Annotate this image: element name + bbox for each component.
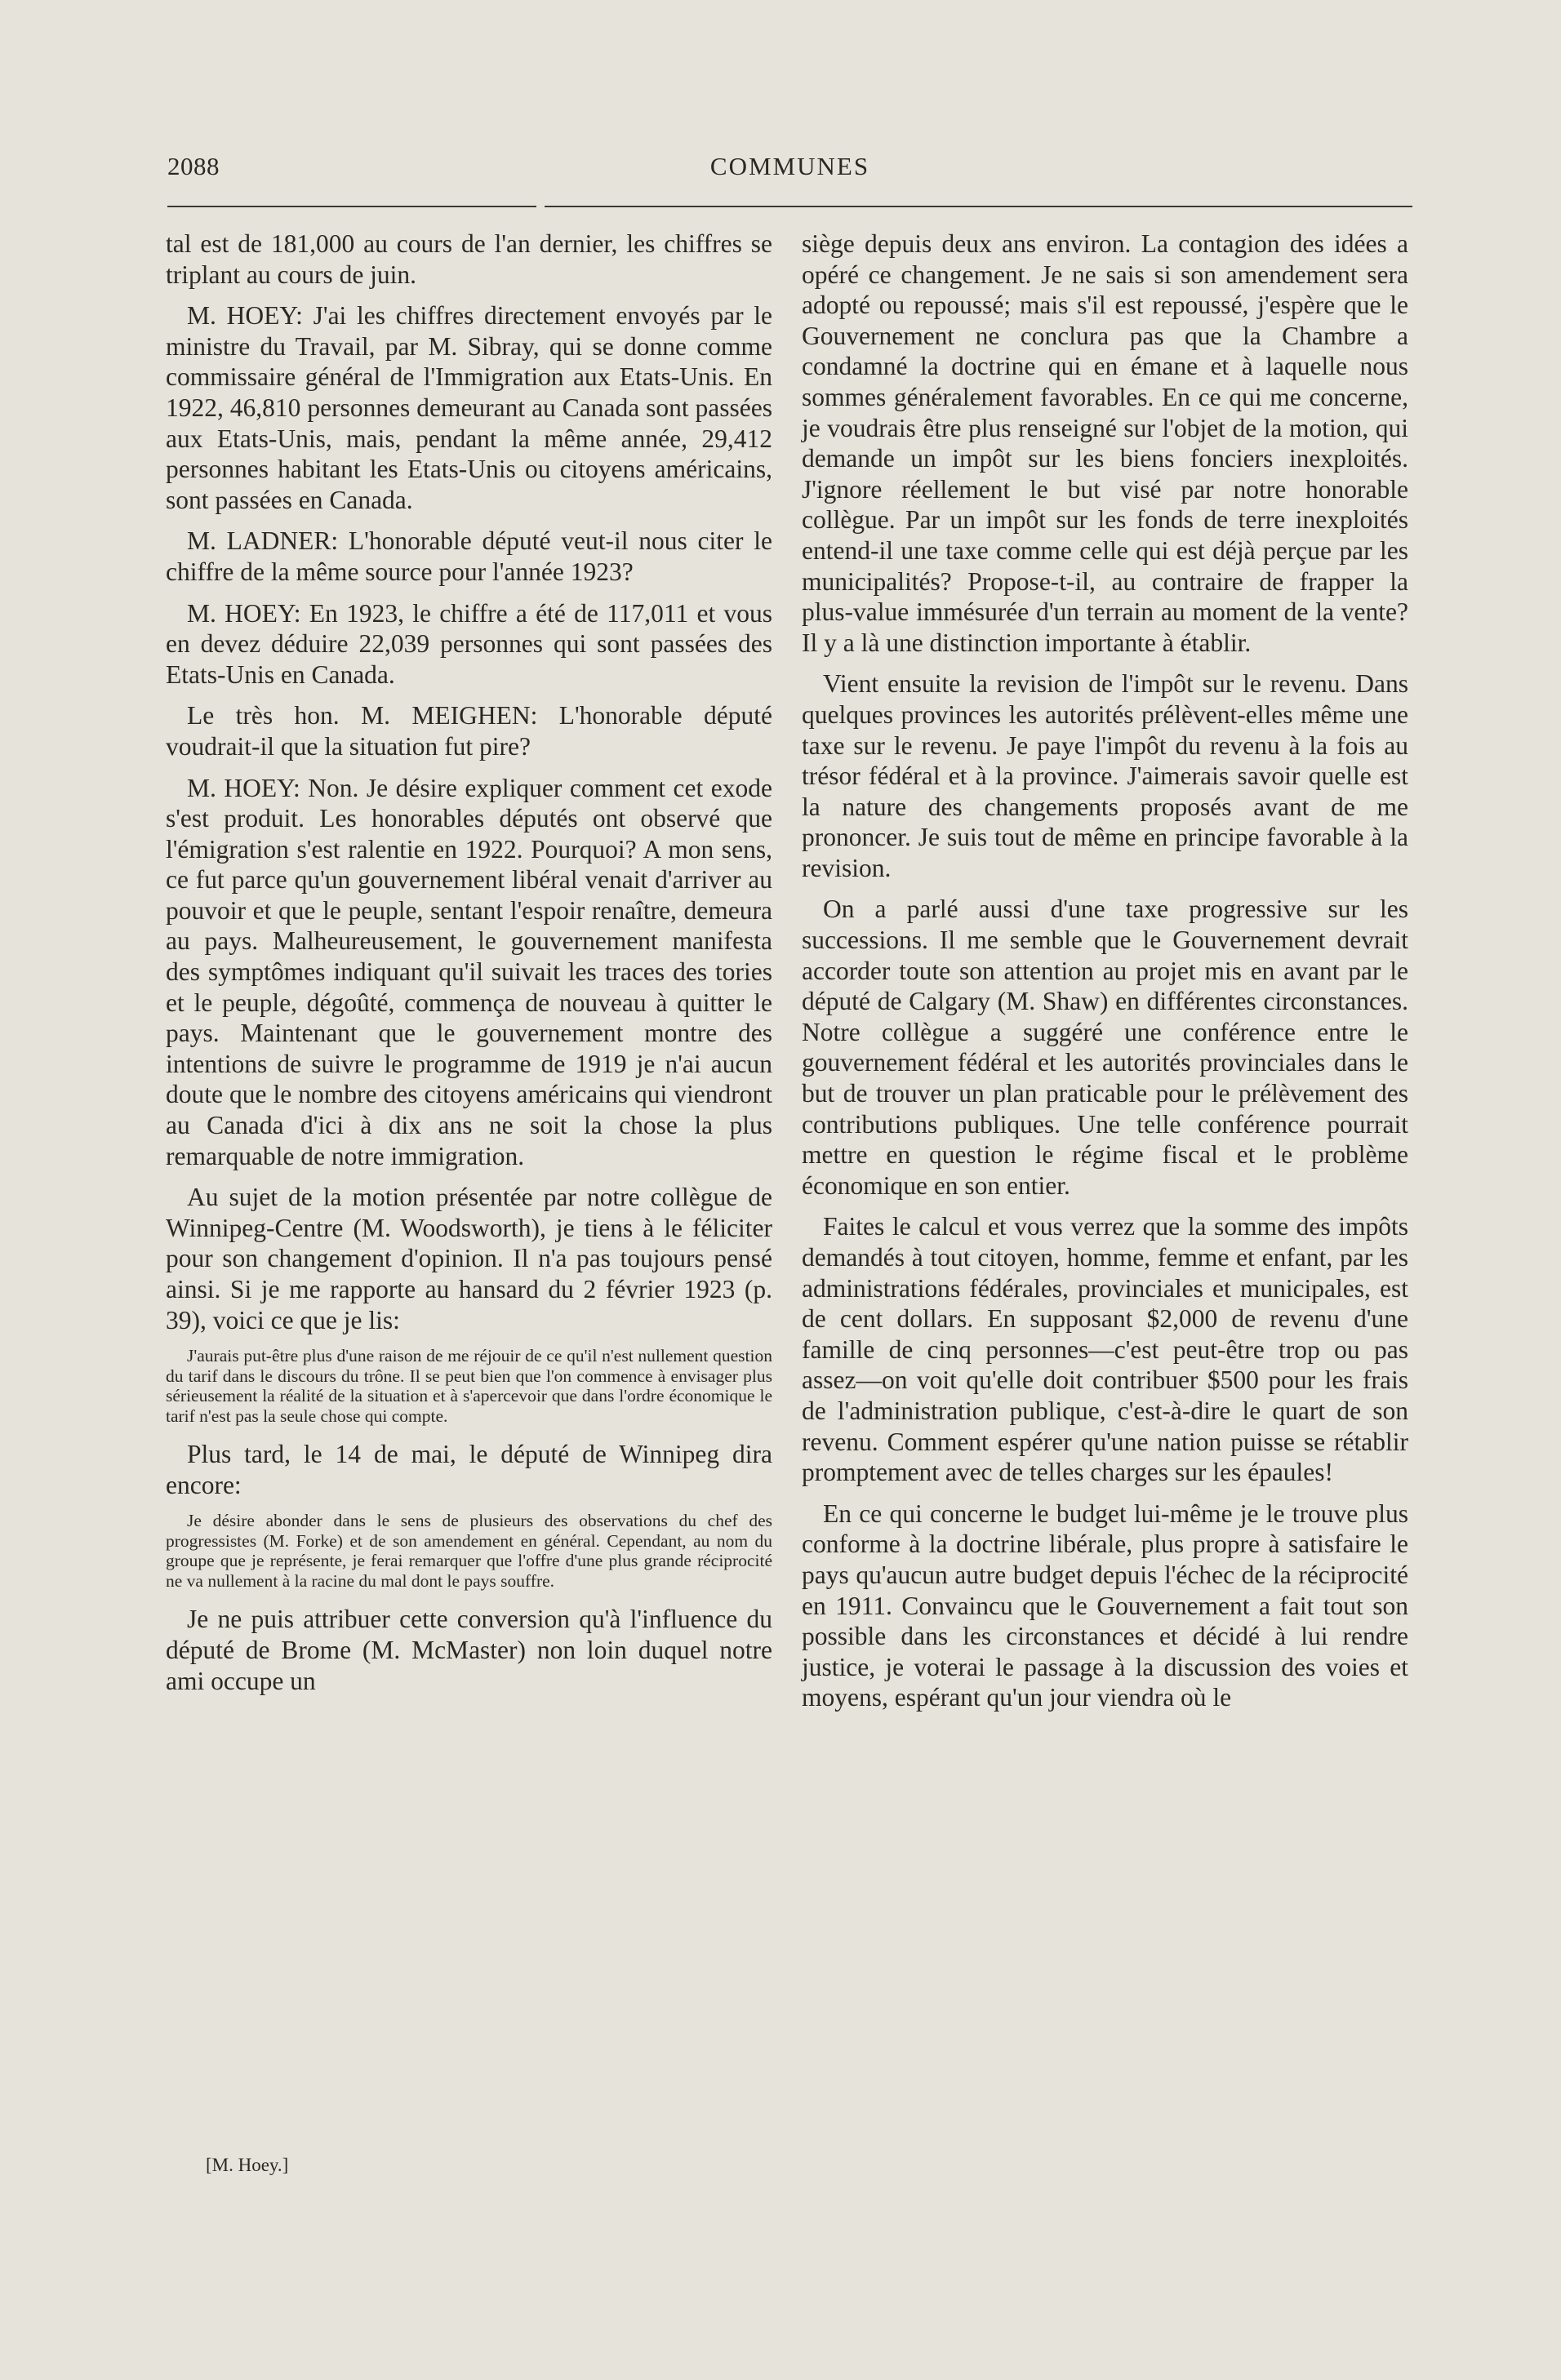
paragraph: Je ne puis attribuer cette conversion qu'à l'influence du député de Brome (M. McMaster) non loin duquel notre ami occupe un [166,1605,772,1695]
page-number: 2088 [167,152,220,180]
paragraph: Plus tard, le 14 de mai, le député de Winnipeg dira encore: [166,1440,772,1499]
block-quote: J'aurais put-être plus d'une raison de me réjouir de ce qu'il n'est nullement question du tarif dans le discours du trône. Il se peut bien que l'on commence à envisager plus sérieusement la réalité de la situation et à s'apercevoir que dans l'ordre économique le tarif n'est pas la seule chose qui compte. [166,1346,772,1426]
paragraph: Vient ensuite la revision de l'impôt sur le revenu. Dans quelques provinces les autorités prélèvent-elles même une taxe sur le revenu. Je paye l'impôt du revenu à la fois au trésor fédéral et à la province. J'aimerais savoir quelle est la nature des changements proposés avant de me prononcer. Je suis tout de même en principe favorable à la revision. [802,669,1408,882]
paragraph: M. HOEY: J'ai les chiffres directement envoyés par le ministre du Travail, par M. Sibray, qui se donne comme commissaire général de l'Immigration aux Etats-Unis. En 1922, 46,810 personnes demeurant au Canada sont passées aux Etats-Unis, mais, pendant la même année, 29,412 personnes habitant les Etats-Unis ou citoyens américains, sont passées en Canada. [166,301,772,514]
paragraph: tal est de 181,000 au cours de l'an dernier, les chiffres se triplant au cours de juin. [166,229,772,289]
paragraph: Au sujet de la motion présentée par notre collègue de Winnipeg-Centre (M. Woodsworth), je tiens à le féliciter pour son changement d'opinion. Il n'a pas toujours pensé ainsi. Si je me rapporte au hansard du 2 février 1923 (p. 39), voici ce que je lis: [166,1183,772,1334]
paragraph: M. HOEY: Non. Je désire expliquer comment cet exode s'est produit. Les honorables députés ont observé que l'émigration s'est ralentie en 1922. Pourquoi? A mon sens, ce fut parce qu'un gouvernement libéral venait d'arriver au pouvoir et que le peuple, sentant l'espoir renaître, demeura au pays. Malheureusement, le gouvernement manifesta des symptômes indiquant qu'il suivait les traces des tories et le peuple, dégoûté, commença de nouveau à quitter le pays. Maintenant que le gouvernement montre des intentions de suivre le programme de 1919 je n'ai aucun doute que le nombre des citoyens américains qui viendront au Canada d'ici à dix ans ne soit la chose la plus remarquable de notre immigration. [166,773,772,1170]
paragraph: Le très hon. M. MEIGHEN: L'honorable député voudrait-il que la situation fut pire? [166,701,772,761]
paragraph: On a parlé aussi d'une taxe progressive sur les successions. Il me semble que le Gouvernement devrait accorder toute son attention au projet mis en avant par le député de Calgary (M. Shaw) en différentes circonstances. Notre collègue a suggéré une conférence entre le gouvernement fédéral et les autorités provinciales dans le but de trouver un plan praticable pour le prélèvement des contributions publiques. Une telle conférence pourrait mettre en question le régime fiscal et le problème économique en son entier. [802,895,1408,1200]
paragraph: Faites le calcul et vous verrez que la somme des impôts demandés à tout citoyen, homme, femme et enfant, par les administrations fédérales, provinciales et municipales, est de cent dollars. En supposant $2,000 de revenu d'une famille de cinq personnes—c'est peut-être trop ou pas assez—on voit qu'elle doit contribuer $500 pour les frais de l'administration publique, c'est-à-dire le quart de son revenu. Comment espérer qu'une nation puisse se rétablir promptement avec de telles charges sur les épaules! [802,1212,1408,1487]
left-column [166,229,772,1707]
running-title: COMMUNES [709,152,870,180]
page-header [167,152,1412,188]
header-rule-right [545,206,1412,207]
speaker-tag: [M. Hoey.] [206,2155,289,2175]
paragraph: siège depuis deux ans environ. La contagion des idées a opéré ce changement. Je ne sais si son amendement sera adopté ou repoussé; mais s'il est repoussé, j'espère que le Gouvernement ne conclura pas que la Chambre a condamné la doctrine qui en émane et à laquelle nous sommes généralement favorables. En ce qui me concerne, je voudrais être plus renseigné sur l'objet de la motion, qui demande un impôt sur les biens fonciers inexploités. J'ignore réellement le but visé par notre honorable collègue. Par un impôt sur les fonds de terre inexploités entend-il une taxe comme celle qui est déjà perçue par les municipalités? Propose-t-il, au contraire de frapper la plus-value immésurée d'un terrain au moment de la vente? Il y a là une distinction importante à établir. [802,229,1408,657]
block-quote: Je désire abonder dans le sens de plusieurs des observations du chef des progressistes (M. Forke) et de son amendement en général. Cependant, au nom du groupe que je représente, je ferai remarquer que l'offre d'une plus grande réciprocité ne va nullement à la racine du mal dont le pays souffre. [166,1511,772,1591]
paragraph: M. HOEY: En 1923, le chiffre a été de 117,011 et vous en devez déduire 22,039 personnes qui sont passées des Etats-Unis en Canada. [166,598,772,689]
paragraph: En ce qui concerne le budget lui-même je le trouve plus conforme à la doctrine libérale, plus propre à satisfaire le pays qu'aucun autre budget depuis l'échec de la réciprocité en 1911. Convaincu que le Gouvernement a fait tout son possible dans les circonstances et décidé à lui rendre justice, je voterai le passage à la discussion des voies et moyens, espérant qu'un jour viendra où le [802,1499,1408,1712]
header-rule-left [167,206,536,207]
right-column [802,229,1408,1724]
paragraph: M. LADNER: L'honorable député veut-il nous citer le chiffre de la même source pour l'année 1923? [166,526,772,586]
